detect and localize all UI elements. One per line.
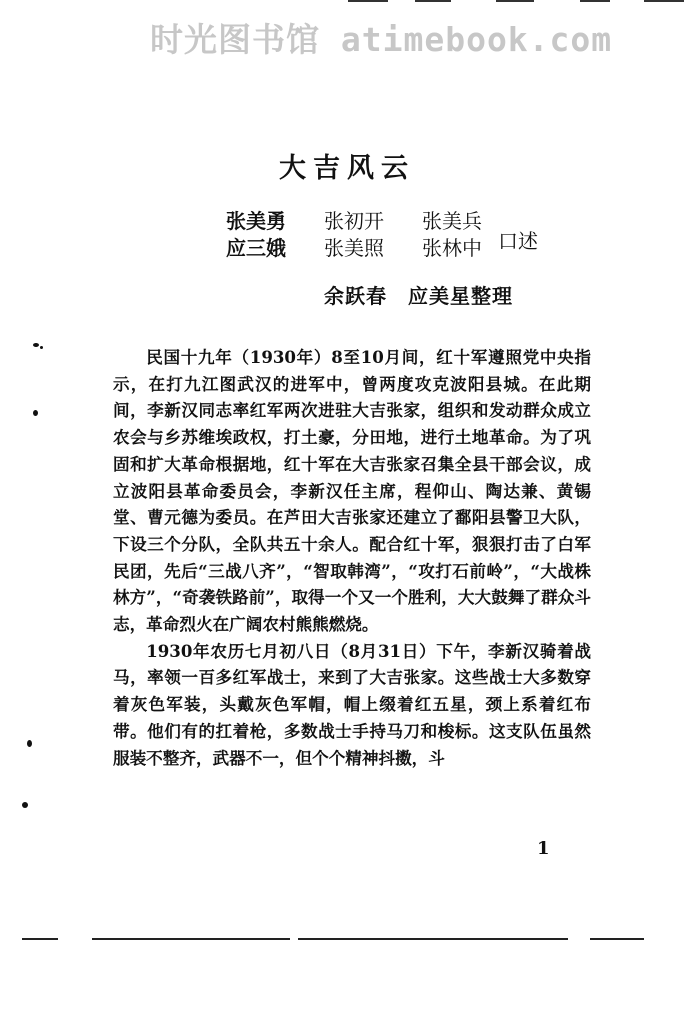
narrate-label: 口述 bbox=[498, 229, 538, 253]
narrator-name: 张初开 bbox=[324, 209, 384, 233]
narrator-name: 应三娥 bbox=[226, 236, 286, 260]
bottom-rule bbox=[92, 938, 290, 940]
top-rule bbox=[644, 0, 684, 2]
narrator-name: 张美照 bbox=[324, 236, 384, 260]
bottom-rule bbox=[22, 938, 58, 940]
narrator-list bbox=[226, 208, 520, 262]
top-rule bbox=[580, 0, 610, 2]
narrator-name: 张美勇 bbox=[226, 209, 286, 233]
article-body bbox=[113, 344, 591, 771]
narrator-name: 张林中 bbox=[422, 236, 482, 260]
bottom-rule bbox=[298, 938, 568, 940]
scan-speck bbox=[22, 802, 28, 808]
scan-speck bbox=[33, 343, 39, 347]
top-rule bbox=[348, 0, 388, 2]
article-title: 大吉风云 bbox=[279, 153, 415, 184]
editor-credit: 余跃春 应美星整理 bbox=[324, 284, 513, 308]
site-watermark: 时光图书馆 atimebook.com bbox=[150, 20, 613, 59]
top-rule bbox=[496, 0, 534, 2]
paragraph: 1930年农历七月初八日（8月31日）下午，李新汉骑着战马，率领一百多红军战士，来到了大吉张家。这些战士大多数穿着灰色军装，头戴灰色军帽，帽上缀着红五星，颈上系着红布带。他们有的扛着枪，多数战士手持马刀和梭标。这支队伍虽然服装不整齐，武器不一，但个个精神抖擞，斗 bbox=[113, 640, 591, 768]
narrator-row bbox=[226, 235, 520, 262]
narrator-row bbox=[226, 208, 520, 235]
scan-speck bbox=[27, 740, 32, 747]
narrator-name: 张美兵 bbox=[422, 209, 482, 233]
top-rule bbox=[415, 0, 451, 2]
page-number: 1 bbox=[537, 838, 550, 859]
scan-speck bbox=[33, 410, 38, 416]
paragraph: 民国十九年（1930年）8至10月间，红十军遵照党中央指示，在打九江图武汉的进军中，曾两度攻克波阳县城。在此期间，李新汉同志率红军两次进驻大吉张家，组织和发动群众成立农会与乡苏维埃政权，打土豪，分田地，进行土地革命。为了巩固和扩大革命根据地，红十军在大吉张家召集全县干部会议，成立波阳县革命委员会，李新汉任主席，程仰山、陶达兼、黄锡堂、曹元德为委员。在芦田大吉张家还建立了鄱阳县警卫大队，下设三个分队，全队共五十余人。配合红十军，狠狠打击了白军民团，先后“三战八齐”，“智取韩湾”，“攻打石前岭”，“大战株林方”，“奇袭铁路前”，取得一个又一个胜利，大大鼓舞了群众斗志，革命烈火在广阔农村熊熊燃烧。 bbox=[113, 347, 591, 635]
scan-speck bbox=[40, 346, 43, 349]
bottom-rule bbox=[590, 938, 644, 940]
